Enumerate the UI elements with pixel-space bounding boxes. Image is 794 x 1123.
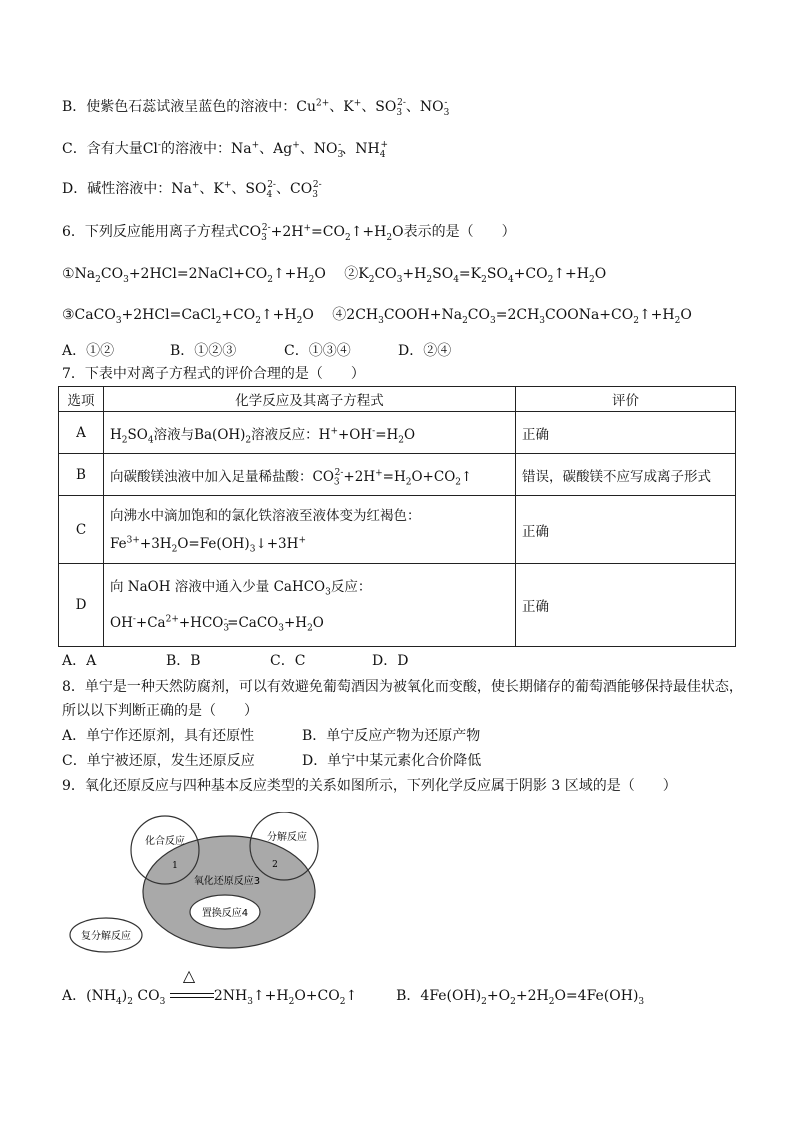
header-reaction: 化学反应及其离子方程式	[104, 387, 516, 412]
q8-options-row1	[62, 727, 480, 745]
q7-opt-c[interactable]: C．C	[270, 653, 306, 669]
label-redox: 氧化还原反应3	[193, 876, 261, 887]
q8-opt-d[interactable]: D．单宁中某元素化合价降低	[302, 753, 482, 769]
question-9: 9．氧化还原反应与四种基本反应类型的关系如图所示，下列化学反应属于阴影 3 区域的是（ ）	[62, 778, 677, 794]
q7-opt-a[interactable]: A．A	[62, 653, 97, 669]
q6-opt-d[interactable]: D．②④	[398, 343, 452, 359]
q9-opt-a[interactable]: A．$(NH_4)_2$ $CO_3$ △ $2NH_3↑+H_2O+CO_2↑$	[62, 966, 358, 1007]
table-row: A $H_2SO_4$溶液与$Ba(OH)_2$溶液反应：$H^++OH^-=H_2O$ 正确	[59, 412, 736, 454]
label-decomposition: 分解反应	[267, 832, 307, 843]
q8-opt-c[interactable]: C．单宁被还原，发生还原反应	[62, 753, 255, 769]
q7-options	[62, 652, 408, 670]
question-8-line1: 8．单宁是一种天然防腐剂，可以有效避免葡萄酒因为被氧化而变酸，使长期储存的葡萄酒能够保持最佳状态，	[62, 679, 743, 695]
question-8-line2: 所以以下判断正确的是（ ）	[62, 703, 258, 719]
q6-equations-3-4: $③CaCO_3+2HCl=CaCl_2+CO_2↑+H_2O$ $④2CH_3COOH+Na_2CO_3=2CH_3COONa+CO_2↑+H_2O$	[62, 307, 692, 326]
q6-options	[62, 342, 451, 360]
table-row: B 向碳酸镁浊液中加入足量稀盐酸：$CO_3^{2-}+2H^+=H_2O+CO_2↑$ 错误，碳酸镁不应写成离子形式	[59, 454, 736, 496]
delta-symbol: △	[182, 966, 196, 985]
label-region-2: 2	[272, 860, 278, 870]
q8-options-row2	[62, 752, 481, 770]
question-7: 7．下表中对离子方程式的评价合理的是（ ）	[62, 366, 365, 382]
redox-region	[143, 836, 315, 948]
heat-condition	[170, 966, 214, 1002]
reaction-type-venn-diagram	[66, 812, 356, 957]
header-option: 选项	[59, 387, 104, 412]
label-replacement: 置换反应4	[201, 908, 249, 919]
q6-opt-a[interactable]: A．①②	[62, 343, 115, 359]
table-row: C 向沸水中滴加饱和的氯化铁溶液至液体变为红褐色： $Fe^{3+}+3H_2O=Fe(OH)_3↓+3H^+$ 正确	[59, 496, 736, 564]
q5-option-b: B．使紫色石蕊试液呈蓝色的溶液中：$Cu^{2+}$、K+、$SO_3^{2-}$、$NO_3^-$	[62, 98, 450, 118]
table-row: D 向 NaOH 溶液中通入少量 CaHCO$_3$反应： $OH^-+Ca^{2+}+HCO_3^-=CaCO_3+H_2O$ 正确	[59, 564, 736, 647]
q6-opt-b[interactable]: B．①②③	[170, 343, 237, 359]
q5-option-c: C．含有大量Cl-的溶液中：Na+、Ag+、$NO_3^-$、$NH_4^+$	[62, 140, 388, 160]
header-evaluation: 评价	[516, 387, 736, 412]
q5-option-d: D．碱性溶液中：Na+、K+、$SO_4^{2-}$、$CO_3^{2-}$	[62, 180, 322, 200]
label-double-displacement: 复分解反应	[81, 931, 131, 942]
row-a-reaction: $H_2SO_4$溶液与$Ba(OH)_2$溶液反应：$H^++OH^-=H_2O$	[104, 412, 516, 454]
label-region-1: 1	[172, 861, 178, 871]
q6-equations-1-2: $①Na_2CO_3+2HCl=2NaCl+CO_2↑+H_2O$ $②K_2CO_3+H_2SO_4=K_2SO_4+CO_2↑+H_2O$	[62, 266, 607, 285]
row-c-reaction: 向沸水中滴加饱和的氯化铁溶液至液体变为红褐色： $Fe^{3+}+3H_2O=Fe(OH)_3↓+3H^+$	[104, 496, 516, 564]
q9-options	[62, 966, 645, 1008]
table-header-row	[59, 387, 736, 412]
q7-opt-b[interactable]: B．B	[166, 653, 201, 669]
question-6: 6．下列反应能用离子方程式$CO_3^{2-}+2H^+=CO_2↑+H_2O$表示的是（ ）	[62, 223, 516, 243]
q6-opt-c[interactable]: C．①③④	[284, 343, 351, 359]
label-combination: 化合反应	[145, 836, 185, 847]
row-b-reaction: 向碳酸镁浊液中加入足量稀盐酸：$CO_3^{2-}+2H^+=H_2O+CO_2↑$	[104, 454, 516, 496]
q7-opt-d[interactable]: D．D	[372, 653, 409, 669]
evaluation-table	[58, 386, 736, 647]
q8-opt-b[interactable]: B．单宁反应产物为还原产物	[302, 728, 481, 744]
q8-opt-a[interactable]: A．单宁作还原剂，具有还原性	[62, 728, 255, 744]
row-d-reaction: 向 NaOH 溶液中通入少量 CaHCO$_3$反应： $OH^-+Ca^{2+}+HCO_3^-=CaCO_3+H_2O$	[104, 564, 516, 647]
q9-opt-b[interactable]: B．$4Fe(OH)_2+O_2+2H_2O=4Fe(OH)_3$	[396, 988, 645, 1007]
